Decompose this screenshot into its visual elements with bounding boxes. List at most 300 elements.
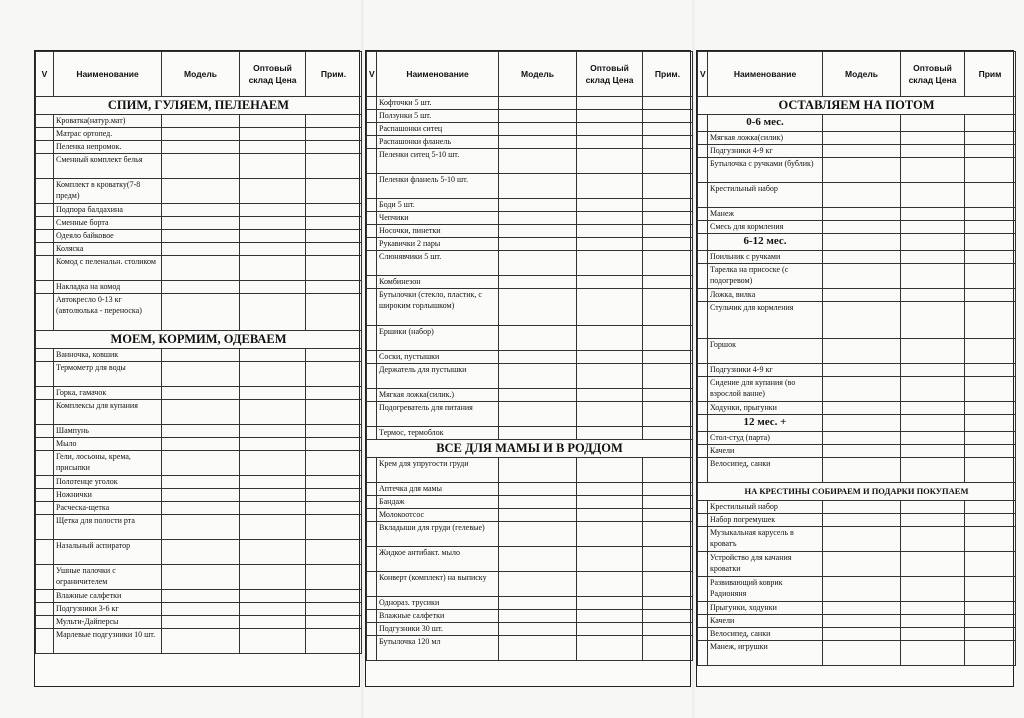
model-cell[interactable] <box>823 234 901 251</box>
check-cell[interactable] <box>367 225 377 238</box>
price-cell[interactable] <box>577 496 643 509</box>
model-cell[interactable] <box>162 425 240 438</box>
note-cell[interactable] <box>643 458 693 483</box>
model-cell[interactable] <box>499 522 577 547</box>
model-cell[interactable] <box>823 339 901 364</box>
check-cell[interactable] <box>36 489 54 502</box>
check-cell[interactable] <box>36 179 54 204</box>
price-cell[interactable] <box>901 641 965 666</box>
model-cell[interactable] <box>499 458 577 483</box>
model-cell[interactable] <box>162 590 240 603</box>
check-cell[interactable] <box>36 502 54 515</box>
note-cell[interactable] <box>306 565 362 590</box>
model-cell[interactable] <box>162 438 240 451</box>
check-cell[interactable] <box>698 221 708 234</box>
check-cell[interactable] <box>367 572 377 597</box>
model-cell[interactable] <box>162 603 240 616</box>
check-cell[interactable] <box>698 289 708 302</box>
note-cell[interactable] <box>643 199 693 212</box>
price-cell[interactable] <box>240 281 306 294</box>
model-cell[interactable] <box>823 615 901 628</box>
note-cell[interactable] <box>643 110 693 123</box>
model-cell[interactable] <box>823 527 901 552</box>
check-cell[interactable] <box>36 476 54 489</box>
check-cell[interactable] <box>698 615 708 628</box>
model-cell[interactable] <box>499 276 577 289</box>
model-cell[interactable] <box>823 577 901 602</box>
price-cell[interactable] <box>901 364 965 377</box>
note-cell[interactable] <box>965 615 1016 628</box>
check-cell[interactable] <box>698 602 708 615</box>
model-cell[interactable] <box>162 400 240 425</box>
model-cell[interactable] <box>162 515 240 540</box>
note-cell[interactable] <box>643 509 693 522</box>
note-cell[interactable] <box>306 400 362 425</box>
check-cell[interactable] <box>367 123 377 136</box>
note-cell[interactable] <box>643 149 693 174</box>
model-cell[interactable] <box>823 552 901 577</box>
price-cell[interactable] <box>901 289 965 302</box>
check-cell[interactable] <box>367 458 377 483</box>
price-cell[interactable] <box>901 628 965 641</box>
note-cell[interactable] <box>306 349 362 362</box>
note-cell[interactable] <box>965 145 1016 158</box>
model-cell[interactable] <box>499 636 577 661</box>
model-cell[interactable] <box>823 221 901 234</box>
price-cell[interactable] <box>240 115 306 128</box>
check-cell[interactable] <box>698 208 708 221</box>
note-cell[interactable] <box>643 636 693 661</box>
model-cell[interactable] <box>499 427 577 440</box>
check-cell[interactable] <box>36 438 54 451</box>
price-cell[interactable] <box>901 115 965 132</box>
model-cell[interactable] <box>499 547 577 572</box>
price-cell[interactable] <box>577 174 643 199</box>
model-cell[interactable] <box>823 208 901 221</box>
price-cell[interactable] <box>577 351 643 364</box>
price-cell[interactable] <box>577 199 643 212</box>
price-cell[interactable] <box>577 402 643 427</box>
check-cell[interactable] <box>367 326 377 351</box>
note-cell[interactable] <box>306 590 362 603</box>
note-cell[interactable] <box>643 97 693 110</box>
price-cell[interactable] <box>577 597 643 610</box>
model-cell[interactable] <box>162 179 240 204</box>
price-cell[interactable] <box>240 565 306 590</box>
model-cell[interactable] <box>499 149 577 174</box>
check-cell[interactable] <box>367 610 377 623</box>
price-cell[interactable] <box>901 145 965 158</box>
price-cell[interactable] <box>240 243 306 256</box>
note-cell[interactable] <box>306 115 362 128</box>
model-cell[interactable] <box>499 572 577 597</box>
note-cell[interactable] <box>965 552 1016 577</box>
price-cell[interactable] <box>577 276 643 289</box>
price-cell[interactable] <box>240 476 306 489</box>
note-cell[interactable] <box>643 496 693 509</box>
check-cell[interactable] <box>367 427 377 440</box>
model-cell[interactable] <box>499 97 577 110</box>
model-cell[interactable] <box>499 483 577 496</box>
price-cell[interactable] <box>577 389 643 402</box>
note-cell[interactable] <box>965 628 1016 641</box>
check-cell[interactable] <box>367 597 377 610</box>
price-cell[interactable] <box>240 438 306 451</box>
price-cell[interactable] <box>901 527 965 552</box>
note-cell[interactable] <box>306 204 362 217</box>
model-cell[interactable] <box>499 389 577 402</box>
price-cell[interactable] <box>901 251 965 264</box>
model-cell[interactable] <box>823 115 901 132</box>
check-cell[interactable] <box>367 276 377 289</box>
note-cell[interactable] <box>643 389 693 402</box>
model-cell[interactable] <box>499 110 577 123</box>
note-cell[interactable] <box>965 289 1016 302</box>
note-cell[interactable] <box>965 132 1016 145</box>
note-cell[interactable] <box>965 577 1016 602</box>
model-cell[interactable] <box>499 238 577 251</box>
model-cell[interactable] <box>823 158 901 183</box>
price-cell[interactable] <box>901 221 965 234</box>
model-cell[interactable] <box>162 451 240 476</box>
check-cell[interactable] <box>36 230 54 243</box>
price-cell[interactable] <box>577 364 643 389</box>
model-cell[interactable] <box>823 445 901 458</box>
model-cell[interactable] <box>162 540 240 565</box>
price-cell[interactable] <box>240 256 306 281</box>
note-cell[interactable] <box>965 527 1016 552</box>
model-cell[interactable] <box>162 217 240 230</box>
model-cell[interactable] <box>162 476 240 489</box>
model-cell[interactable] <box>823 145 901 158</box>
model-cell[interactable] <box>823 458 901 483</box>
note-cell[interactable] <box>306 217 362 230</box>
model-cell[interactable] <box>162 616 240 629</box>
check-cell[interactable] <box>36 141 54 154</box>
note-cell[interactable] <box>306 629 362 654</box>
check-cell[interactable] <box>698 234 708 251</box>
model-cell[interactable] <box>823 514 901 527</box>
note-cell[interactable] <box>965 514 1016 527</box>
check-cell[interactable] <box>698 577 708 602</box>
note-cell[interactable] <box>306 438 362 451</box>
price-cell[interactable] <box>901 615 965 628</box>
note-cell[interactable] <box>306 362 362 387</box>
price-cell[interactable] <box>901 264 965 289</box>
model-cell[interactable] <box>162 128 240 141</box>
check-cell[interactable] <box>698 641 708 666</box>
check-cell[interactable] <box>367 522 377 547</box>
note-cell[interactable] <box>306 451 362 476</box>
check-cell[interactable] <box>698 158 708 183</box>
model-cell[interactable] <box>162 154 240 179</box>
note-cell[interactable] <box>643 364 693 389</box>
check-cell[interactable] <box>36 362 54 387</box>
note-cell[interactable] <box>643 123 693 136</box>
price-cell[interactable] <box>901 208 965 221</box>
check-cell[interactable] <box>36 387 54 400</box>
model-cell[interactable] <box>162 387 240 400</box>
note-cell[interactable] <box>306 540 362 565</box>
price-cell[interactable] <box>240 349 306 362</box>
note-cell[interactable] <box>643 610 693 623</box>
model-cell[interactable] <box>823 132 901 145</box>
price-cell[interactable] <box>240 603 306 616</box>
price-cell[interactable] <box>901 302 965 339</box>
note-cell[interactable] <box>965 251 1016 264</box>
check-cell[interactable] <box>698 501 708 514</box>
note-cell[interactable] <box>965 432 1016 445</box>
note-cell[interactable] <box>965 115 1016 132</box>
note-cell[interactable] <box>306 141 362 154</box>
price-cell[interactable] <box>901 234 965 251</box>
price-cell[interactable] <box>240 616 306 629</box>
model-cell[interactable] <box>162 141 240 154</box>
check-cell[interactable] <box>698 527 708 552</box>
model-cell[interactable] <box>499 251 577 276</box>
check-cell[interactable] <box>698 302 708 339</box>
note-cell[interactable] <box>306 243 362 256</box>
price-cell[interactable] <box>240 387 306 400</box>
price-cell[interactable] <box>577 212 643 225</box>
note-cell[interactable] <box>643 547 693 572</box>
price-cell[interactable] <box>240 502 306 515</box>
price-cell[interactable] <box>577 610 643 623</box>
model-cell[interactable] <box>499 364 577 389</box>
price-cell[interactable] <box>240 590 306 603</box>
note-cell[interactable] <box>643 597 693 610</box>
price-cell[interactable] <box>577 572 643 597</box>
model-cell[interactable] <box>823 602 901 615</box>
check-cell[interactable] <box>698 377 708 402</box>
note-cell[interactable] <box>965 641 1016 666</box>
model-cell[interactable] <box>823 415 901 432</box>
check-cell[interactable] <box>367 174 377 199</box>
model-cell[interactable] <box>823 402 901 415</box>
check-cell[interactable] <box>698 339 708 364</box>
check-cell[interactable] <box>367 402 377 427</box>
note-cell[interactable] <box>306 387 362 400</box>
price-cell[interactable] <box>901 501 965 514</box>
check-cell[interactable] <box>698 514 708 527</box>
price-cell[interactable] <box>577 326 643 351</box>
model-cell[interactable] <box>162 204 240 217</box>
price-cell[interactable] <box>577 110 643 123</box>
check-cell[interactable] <box>36 281 54 294</box>
note-cell[interactable] <box>965 158 1016 183</box>
check-cell[interactable] <box>367 212 377 225</box>
note-cell[interactable] <box>965 183 1016 208</box>
check-cell[interactable] <box>367 238 377 251</box>
check-cell[interactable] <box>367 351 377 364</box>
model-cell[interactable] <box>162 362 240 387</box>
check-cell[interactable] <box>698 364 708 377</box>
note-cell[interactable] <box>965 339 1016 364</box>
check-cell[interactable] <box>698 402 708 415</box>
note-cell[interactable] <box>643 572 693 597</box>
note-cell[interactable] <box>643 623 693 636</box>
price-cell[interactable] <box>901 602 965 615</box>
price-cell[interactable] <box>240 154 306 179</box>
check-cell[interactable] <box>698 458 708 483</box>
price-cell[interactable] <box>577 225 643 238</box>
note-cell[interactable] <box>643 276 693 289</box>
price-cell[interactable] <box>577 238 643 251</box>
check-cell[interactable] <box>367 199 377 212</box>
check-cell[interactable] <box>367 483 377 496</box>
model-cell[interactable] <box>162 294 240 331</box>
model-cell[interactable] <box>823 364 901 377</box>
price-cell[interactable] <box>240 515 306 540</box>
note-cell[interactable] <box>643 212 693 225</box>
note-cell[interactable] <box>965 501 1016 514</box>
note-cell[interactable] <box>306 489 362 502</box>
note-cell[interactable] <box>643 136 693 149</box>
note-cell[interactable] <box>965 415 1016 432</box>
model-cell[interactable] <box>499 174 577 199</box>
check-cell[interactable] <box>698 415 708 432</box>
note-cell[interactable] <box>965 602 1016 615</box>
note-cell[interactable] <box>306 515 362 540</box>
check-cell[interactable] <box>36 451 54 476</box>
model-cell[interactable] <box>499 199 577 212</box>
note-cell[interactable] <box>306 476 362 489</box>
price-cell[interactable] <box>240 425 306 438</box>
check-cell[interactable] <box>367 389 377 402</box>
note-cell[interactable] <box>306 230 362 243</box>
price-cell[interactable] <box>240 540 306 565</box>
price-cell[interactable] <box>577 123 643 136</box>
price-cell[interactable] <box>240 400 306 425</box>
model-cell[interactable] <box>823 501 901 514</box>
check-cell[interactable] <box>36 154 54 179</box>
price-cell[interactable] <box>577 136 643 149</box>
model-cell[interactable] <box>823 432 901 445</box>
note-cell[interactable] <box>643 225 693 238</box>
note-cell[interactable] <box>643 351 693 364</box>
check-cell[interactable] <box>36 603 54 616</box>
price-cell[interactable] <box>240 362 306 387</box>
price-cell[interactable] <box>577 251 643 276</box>
note-cell[interactable] <box>965 234 1016 251</box>
check-cell[interactable] <box>367 636 377 661</box>
check-cell[interactable] <box>698 145 708 158</box>
price-cell[interactable] <box>577 149 643 174</box>
note-cell[interactable] <box>306 603 362 616</box>
model-cell[interactable] <box>162 502 240 515</box>
check-cell[interactable] <box>36 590 54 603</box>
check-cell[interactable] <box>367 364 377 389</box>
check-cell[interactable] <box>36 515 54 540</box>
price-cell[interactable] <box>240 294 306 331</box>
price-cell[interactable] <box>577 97 643 110</box>
price-cell[interactable] <box>901 402 965 415</box>
check-cell[interactable] <box>36 616 54 629</box>
note-cell[interactable] <box>306 154 362 179</box>
note-cell[interactable] <box>306 502 362 515</box>
model-cell[interactable] <box>162 256 240 281</box>
model-cell[interactable] <box>499 289 577 326</box>
note-cell[interactable] <box>306 281 362 294</box>
check-cell[interactable] <box>367 149 377 174</box>
check-cell[interactable] <box>36 629 54 654</box>
model-cell[interactable] <box>499 225 577 238</box>
check-cell[interactable] <box>36 349 54 362</box>
note-cell[interactable] <box>643 427 693 440</box>
note-cell[interactable] <box>965 364 1016 377</box>
price-cell[interactable] <box>240 204 306 217</box>
model-cell[interactable] <box>499 623 577 636</box>
check-cell[interactable] <box>698 432 708 445</box>
note-cell[interactable] <box>643 289 693 326</box>
check-cell[interactable] <box>36 243 54 256</box>
note-cell[interactable] <box>643 238 693 251</box>
price-cell[interactable] <box>577 636 643 661</box>
check-cell[interactable] <box>367 110 377 123</box>
note-cell[interactable] <box>643 483 693 496</box>
model-cell[interactable] <box>499 136 577 149</box>
check-cell[interactable] <box>367 136 377 149</box>
model-cell[interactable] <box>499 597 577 610</box>
price-cell[interactable] <box>901 552 965 577</box>
price-cell[interactable] <box>901 432 965 445</box>
model-cell[interactable] <box>162 243 240 256</box>
price-cell[interactable] <box>901 577 965 602</box>
note-cell[interactable] <box>306 425 362 438</box>
model-cell[interactable] <box>499 610 577 623</box>
check-cell[interactable] <box>367 547 377 572</box>
check-cell[interactable] <box>698 115 708 132</box>
model-cell[interactable] <box>162 489 240 502</box>
price-cell[interactable] <box>901 132 965 145</box>
note-cell[interactable] <box>306 256 362 281</box>
note-cell[interactable] <box>306 179 362 204</box>
check-cell[interactable] <box>367 623 377 636</box>
price-cell[interactable] <box>901 158 965 183</box>
model-cell[interactable] <box>823 264 901 289</box>
note-cell[interactable] <box>965 208 1016 221</box>
note-cell[interactable] <box>643 326 693 351</box>
note-cell[interactable] <box>306 294 362 331</box>
check-cell[interactable] <box>367 97 377 110</box>
price-cell[interactable] <box>901 339 965 364</box>
price-cell[interactable] <box>577 522 643 547</box>
note-cell[interactable] <box>965 445 1016 458</box>
price-cell[interactable] <box>901 183 965 208</box>
check-cell[interactable] <box>36 540 54 565</box>
price-cell[interactable] <box>577 289 643 326</box>
price-cell[interactable] <box>577 458 643 483</box>
price-cell[interactable] <box>901 415 965 432</box>
check-cell[interactable] <box>698 628 708 641</box>
note-cell[interactable] <box>643 251 693 276</box>
model-cell[interactable] <box>162 115 240 128</box>
price-cell[interactable] <box>240 489 306 502</box>
check-cell[interactable] <box>36 204 54 217</box>
price-cell[interactable] <box>577 623 643 636</box>
model-cell[interactable] <box>162 281 240 294</box>
price-cell[interactable] <box>577 427 643 440</box>
note-cell[interactable] <box>965 377 1016 402</box>
check-cell[interactable] <box>36 115 54 128</box>
model-cell[interactable] <box>823 251 901 264</box>
model-cell[interactable] <box>162 230 240 243</box>
price-cell[interactable] <box>577 509 643 522</box>
check-cell[interactable] <box>367 289 377 326</box>
model-cell[interactable] <box>499 509 577 522</box>
price-cell[interactable] <box>901 445 965 458</box>
check-cell[interactable] <box>36 256 54 281</box>
